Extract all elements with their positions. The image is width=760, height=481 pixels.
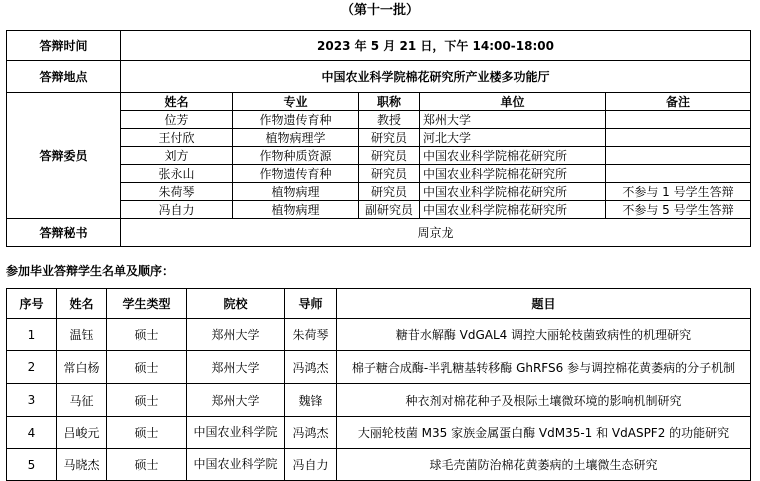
member-title: 研究员 [359, 147, 420, 165]
student-no: 4 [7, 417, 57, 449]
students-header-advisor: 导师 [285, 289, 337, 319]
student-name: 马征 [57, 384, 107, 417]
member-note: 不参与 1 号学生答辩 [606, 183, 751, 201]
student-name: 常白杨 [57, 351, 107, 384]
students-table [6, 288, 751, 481]
committee-header-note: 备注 [606, 93, 751, 111]
students-heading: 参加毕业答辩学生名单及顺序： [6, 264, 175, 278]
student-school: 中国农业科学院 [187, 449, 285, 481]
member-note [606, 147, 751, 165]
student-school: 郑州大学 [187, 384, 285, 417]
defense-time-label: 答辩时间 [7, 31, 121, 61]
student-topic: 大丽轮枝菌 M35 家族金属蛋白酶 VdM35-1 和 VdASPF2 的功能研究 [337, 417, 751, 449]
student-type: 硕士 [107, 384, 187, 417]
student-no: 3 [7, 384, 57, 417]
student-advisor: 冯自力 [285, 449, 337, 481]
student-no: 1 [7, 319, 57, 351]
students-header-topic: 题目 [337, 289, 751, 319]
member-note: 不参与 5 号学生答辩 [606, 201, 751, 219]
table-row [7, 319, 751, 351]
committee-header-major: 专业 [233, 93, 359, 111]
student-type: 硕士 [107, 351, 187, 384]
students-header-no: 序号 [7, 289, 57, 319]
member-major: 作物遗传育种 [233, 111, 359, 129]
committee-header-name: 姓名 [121, 93, 233, 111]
defense-location-value: 中国农业科学院棉花研究所产业楼多功能厅 [121, 61, 751, 93]
secretary-row [7, 219, 751, 247]
students-header-row [7, 289, 751, 319]
document-title: （第十一批） [340, 3, 419, 18]
table-row [7, 417, 751, 449]
table-row [7, 449, 751, 481]
member-major: 作物种质资源 [233, 147, 359, 165]
secretary-value: 周京龙 [121, 219, 751, 247]
member-unit: 中国农业科学院棉花研究所 [420, 147, 606, 165]
member-major: 植物病理 [233, 183, 359, 201]
student-topic: 棉子糖合成酶-半乳糖基转移酶 GhRFS6 参与调控棉花黄萎病的分子机制 [337, 351, 751, 384]
student-school: 郑州大学 [187, 351, 285, 384]
defense-time-value: 2023 年 5 月 21 日，下午 14:00-18:00 [121, 31, 751, 61]
student-type: 硕士 [107, 319, 187, 351]
committee-header-title: 职称 [359, 93, 420, 111]
student-type: 硕士 [107, 417, 187, 449]
table-row [7, 351, 751, 384]
member-major: 作物遗传育种 [233, 165, 359, 183]
defense-info-table [6, 30, 751, 247]
student-name: 马晓杰 [57, 449, 107, 481]
student-topic: 种衣剂对棉花种子及根际土壤微环境的影响机制研究 [337, 384, 751, 417]
students-header-type: 学生类型 [107, 289, 187, 319]
students-header-school: 院校 [187, 289, 285, 319]
member-title: 研究员 [359, 183, 420, 201]
member-name: 朱荷琴 [121, 183, 233, 201]
member-name: 张永山 [121, 165, 233, 183]
member-note [606, 111, 751, 129]
committee-label: 答辩委员 [7, 93, 121, 219]
student-no: 5 [7, 449, 57, 481]
defense-location-row [7, 61, 751, 93]
member-unit: 中国农业科学院棉花研究所 [420, 165, 606, 183]
member-major: 植物病理 [233, 201, 359, 219]
secretary-label: 答辩秘书 [7, 219, 121, 247]
student-advisor: 冯鸿杰 [285, 417, 337, 449]
member-title: 教授 [359, 111, 420, 129]
student-topic: 球毛壳菌防治棉花黄萎病的土壤微生态研究 [337, 449, 751, 481]
defense-time-row [7, 31, 751, 61]
member-name: 王付欣 [121, 129, 233, 147]
students-header-name: 姓名 [57, 289, 107, 319]
committee-header-unit: 单位 [420, 93, 606, 111]
student-advisor: 魏锋 [285, 384, 337, 417]
defense-location-label: 答辩地点 [7, 61, 121, 93]
member-unit: 郑州大学 [420, 111, 606, 129]
member-note [606, 165, 751, 183]
member-name: 冯自力 [121, 201, 233, 219]
student-type: 硕士 [107, 449, 187, 481]
member-title: 研究员 [359, 165, 420, 183]
member-major: 植物病理学 [233, 129, 359, 147]
student-name: 吕峻元 [57, 417, 107, 449]
student-advisor: 冯鸿杰 [285, 351, 337, 384]
student-name: 温钰 [57, 319, 107, 351]
member-title: 副研究员 [359, 201, 420, 219]
member-unit: 中国农业科学院棉花研究所 [420, 201, 606, 219]
member-unit: 中国农业科学院棉花研究所 [420, 183, 606, 201]
member-title: 研究员 [359, 129, 420, 147]
student-advisor: 朱荷琴 [285, 319, 337, 351]
member-name: 位芳 [121, 111, 233, 129]
table-row [7, 384, 751, 417]
member-unit: 河北大学 [420, 129, 606, 147]
student-topic: 糖苷水解酶 VdGAL4 调控大丽轮枝菌致病性的机理研究 [337, 319, 751, 351]
committee-header-row [7, 93, 751, 111]
member-name: 刘方 [121, 147, 233, 165]
student-school: 郑州大学 [187, 319, 285, 351]
student-no: 2 [7, 351, 57, 384]
member-note [606, 129, 751, 147]
student-school: 中国农业科学院 [187, 417, 285, 449]
